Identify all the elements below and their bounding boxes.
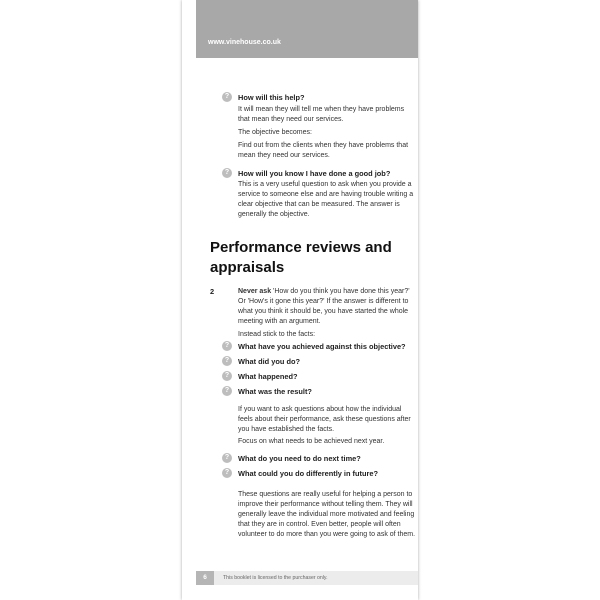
question-text: How will you know I have done a good job?	[238, 169, 391, 178]
question-text: How will this help?	[238, 93, 305, 102]
question-mark-icon: ?	[222, 371, 232, 381]
question-mark-icon: ?	[222, 356, 232, 366]
question-good-job	[222, 169, 390, 178]
license-notice: This booklet is licensed to the purchaser only.	[223, 575, 328, 581]
question-text: What happened?	[238, 372, 298, 381]
question-achieved	[222, 342, 406, 351]
booklet-page	[182, 0, 418, 600]
question-what-was-result	[222, 387, 312, 396]
paragraph: This is a very useful question to ask when you provide a service to someone else and are having trouble writing a clear objective that can be measured. The answer is generally the objective.	[238, 181, 414, 218]
question-text: What do you need to do next time?	[238, 454, 361, 463]
item-paragraph	[238, 287, 416, 327]
paragraph: These questions are really useful for helping a person to improve their performance without telling them. They will generally leave the individual more motivated and feeling that they are in control. Even better, people will often volunteer to do more than you were going to ask of them.	[238, 491, 416, 538]
paragraph: Instead stick to the facts:	[238, 331, 316, 338]
question-what-happened	[222, 372, 298, 381]
footer-band	[214, 571, 418, 585]
question-text: What was the result?	[238, 387, 312, 396]
question-text: What have you achieved against this objective?	[238, 342, 406, 351]
section-title: Performance reviews and appraisals	[210, 239, 392, 276]
question-mark-icon: ?	[222, 92, 232, 102]
never-ask-lead: Never ask	[238, 288, 272, 295]
item-number: 2	[210, 287, 215, 296]
header-band	[196, 0, 418, 58]
question-mark-icon: ?	[222, 453, 232, 463]
question-next-time	[222, 454, 361, 463]
paragraph: It will mean they will tell me when they have problems that mean they need our services.	[238, 106, 405, 123]
question-text: What did you do?	[238, 357, 300, 366]
site-url: www.vinehouse.co.uk	[208, 39, 281, 46]
question-mark-icon: ?	[222, 386, 232, 396]
question-what-did-you-do	[222, 357, 300, 366]
question-how-will-this-help	[222, 93, 305, 102]
item-text: 'How do you think you have done this year?' Or 'How's it gone this year?' If the answer is different to what you think it should be, you have started the whole meeting with an argument.	[238, 288, 410, 325]
question-mark-icon: ?	[222, 168, 232, 178]
question-text: What could you do differently in future?	[238, 469, 379, 478]
question-mark-icon: ?	[222, 341, 232, 351]
paragraph: The objective becomes:	[238, 129, 312, 136]
question-differently	[222, 469, 378, 478]
page-number: 6	[196, 571, 214, 585]
paragraph: Find out from the clients when they have problems that mean they need our services.	[238, 142, 409, 159]
question-mark-icon: ?	[222, 468, 232, 478]
paragraph: Focus on what needs to be achieved next year.	[238, 438, 385, 445]
paragraph: If you want to ask questions about how the individual feels about their performance, ask these questions after you have established the facts.	[238, 406, 411, 433]
